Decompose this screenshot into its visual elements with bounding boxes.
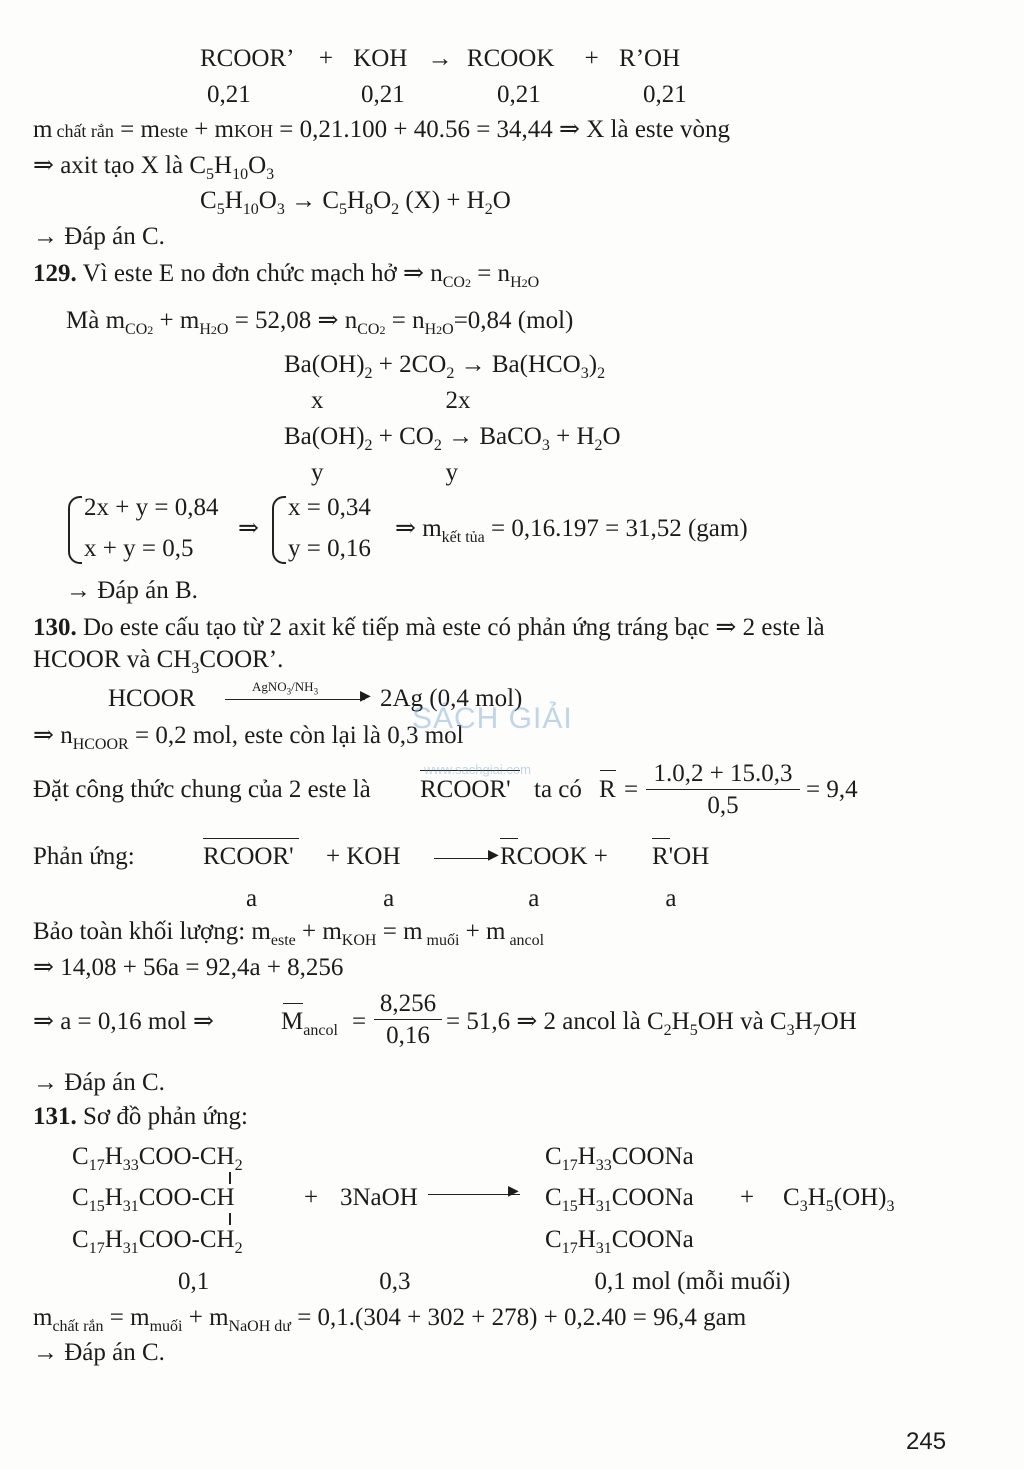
formula: RCOOR' — [420, 776, 511, 803]
mole-values: 0,1 0,3 0,1 mol (mỗi muối) — [178, 1268, 791, 1295]
product: RCOOK + — [500, 843, 608, 870]
question-131: 131. Sơ đồ phản ứng: — [33, 1103, 248, 1130]
plus-sign: + — [740, 1184, 755, 1211]
text-line: HCOOR và $CH_3COOR$’. — [33, 646, 284, 677]
label: Phản ứng: — [33, 843, 135, 870]
product: RCOOK — [466, 45, 555, 72]
reactant: 3NaOH — [340, 1184, 418, 1211]
text-line: ta có — [534, 776, 582, 803]
mole-value: 0,21 — [207, 81, 251, 108]
mass-equation: $m_{chất rắn} = m_{muối} + m_{NaOH dư} = 0,1.(304 + 302 + 278) + 0,2.40 = 96,4$ gam — [33, 1304, 747, 1335]
overline — [500, 838, 518, 839]
mole-value: 0,21 — [643, 81, 687, 108]
text-line: ⇒ a = 0,16 mol ⇒ — [33, 1008, 214, 1035]
answer-line: → Đáp án C. — [33, 223, 165, 250]
equation: x = 0,34 — [288, 494, 371, 521]
mass-equation: Bảo toàn khối lượng: $m_{este} + m_{KOH} = m$ $_{muối}$ + m $_{ancol}$ — [33, 918, 545, 949]
arrow-head: ▶ — [360, 689, 371, 704]
bond-line — [229, 1172, 231, 1184]
equals: = — [352, 1008, 367, 1035]
watermark-logo: SÁCH GIẢI — [412, 702, 573, 735]
salt-row: $C_{15}H_{31}COONa$ — [545, 1184, 694, 1215]
equation: x + y = 0,5 — [84, 535, 194, 562]
overline — [283, 1003, 303, 1004]
arrow: → — [427, 45, 453, 72]
formula: $M_{ancol}$ — [281, 1008, 338, 1039]
mole-values — [207, 82, 687, 107]
text-line: ⇒ axit tạo X là $C_5H_{10}O_3$ — [33, 152, 275, 183]
reaction-arrow — [225, 699, 365, 700]
salt-row: $C_{17}H_{31}COONa$ — [545, 1226, 694, 1257]
product: R'OH — [652, 843, 710, 870]
mole-values: x 2x — [311, 387, 471, 414]
product: 2Ag (0,4 mol) — [380, 685, 523, 712]
reactant: RCOOR’ — [200, 45, 293, 72]
answer-line: → Đáp án B. — [66, 577, 198, 604]
mole-value: 0,21 — [497, 81, 541, 108]
implies-arrow: ⇒ — [238, 515, 259, 542]
reaction-equation: HCOOR — [108, 685, 196, 712]
reaction-condition: $AgNO_3/NH_3$ — [252, 679, 319, 697]
plus-sign: + — [584, 45, 599, 72]
mole-value: 0,21 — [361, 81, 405, 108]
watermark-url: www.sachgiai.com — [424, 762, 531, 777]
reaction-arrow — [428, 1194, 520, 1195]
triglyceride-row: $C_{17}H_{33}COO-CH_2$ — [72, 1143, 243, 1174]
fraction: 8,256 0,16 — [374, 991, 442, 1048]
bond-line — [229, 1213, 231, 1225]
equation: ⇒ 14,08 + 56a = 92,4a + 8,256 — [33, 954, 344, 981]
triglyceride-row: $C_{17}H_{31}COO-CH_2$ — [72, 1226, 243, 1257]
equation: 2x + y = 0,84 — [84, 494, 219, 521]
mole-values: y y — [311, 459, 458, 486]
reaction-arrow — [434, 858, 492, 859]
result: ⇒ $m_{kết tủa} = 0,16.197 = 31,52$ (gam) — [395, 515, 748, 546]
left-brace — [272, 496, 286, 564]
reaction-equation: $C_5H_{10}O_3 \to C_5H_8O_2$ $(X) + H_2O$ — [200, 187, 511, 218]
reactant: KOH — [353, 45, 408, 72]
triglyceride-row: $C_{15}H_{31}COO-CH$ — [72, 1184, 235, 1215]
mole-values: a a a a — [246, 885, 677, 912]
reaction-equation — [200, 46, 680, 71]
reactant: + KOH — [326, 843, 401, 870]
question-129: 129. Vì este E no đơn chức mạch hở ⇒ $n_{CO2} = n_{H2O}$ — [33, 260, 540, 291]
equals: = — [624, 776, 639, 803]
text-line: Đặt công thức chung của 2 este là — [33, 776, 371, 803]
fraction: 1.0,2 + 15.0,3 0,5 — [646, 761, 800, 818]
arrow-head: ▶ — [488, 848, 499, 863]
plus-sign: + — [304, 1184, 319, 1211]
equation: y = 0,16 — [288, 535, 371, 562]
result: = 51,6 ⇒ 2 ancol là $C_2H_5OH$ và $C_3H_7OH$ — [446, 1008, 857, 1039]
formula: R — [599, 776, 616, 803]
overline — [652, 838, 670, 839]
formula: RCOOR' — [203, 843, 294, 870]
glycerol: $C_3H_5(OH)_3$ — [783, 1184, 895, 1215]
overline — [600, 770, 616, 771]
answer-line: → Đáp án C. — [33, 1339, 165, 1366]
overline — [203, 838, 299, 839]
answer-line: → Đáp án C. — [33, 1069, 165, 1096]
reaction-equation: $Ba(OH)_2 + 2CO_2 \to Ba(HCO_3)_2$ — [284, 351, 606, 382]
plus-sign: + — [318, 45, 333, 72]
left-brace — [68, 496, 82, 564]
reaction-equation: $Ba(OH)_2 + CO_2$ → BaCO$_3$ + $H_2O$ — [284, 423, 621, 454]
question-130: 130. Do este cấu tạo từ 2 axit kế tiếp mà este có phản ứng tráng bạc ⇒ 2 este là — [33, 614, 825, 641]
mass-equation: Mà $m_{CO2} + m_{H2O} = 52,08$ ⇒ $n_{CO2} = n_{H2O}=0,84$ (mol) — [66, 307, 574, 338]
result: = 9,4 — [806, 776, 858, 803]
text-line: ⇒ $n_{HCOOR} = 0,2$ mol, este còn lại là 0,3 mol — [33, 722, 464, 753]
mass-equation: m chất rắn = meste + mKOH = 0,21.100 + 40.56 = 34,44 ⇒ X là este vòng — [33, 116, 730, 143]
page-number: 245 — [906, 1428, 947, 1455]
salt-row: $C_{17}H_{33}COONa$ — [545, 1143, 694, 1174]
arrow-head: ▶ — [508, 1184, 519, 1199]
product: R’OH — [619, 45, 681, 72]
